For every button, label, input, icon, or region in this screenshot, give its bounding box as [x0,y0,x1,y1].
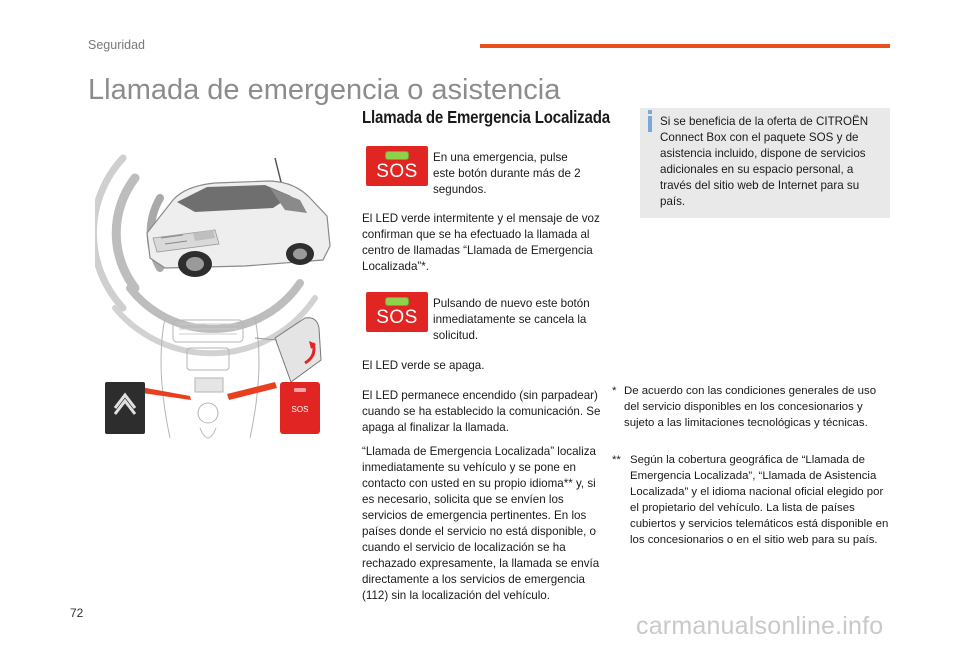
sos-led [385,151,409,160]
page-number: 72 [70,606,84,620]
watermark: carmanualsonline.info [636,612,884,640]
section-label: Seguridad [88,38,145,52]
service-description: “Llamada de Emergencia Localizada” localiza inmediatamente su vehículo y se pone en contacto con usted en su propio idioma** y, si es necesario, solicita que se envíen los servicios de emergencia pertinentes. En los países donde el servicio no está disponible, o cuando el servicio de localización se ha rechazado expresamente, la llamada se envía directamente a los servicios de emergencia (112) sin la localización del vehículo. [362,444,600,602]
footnote-mark: ** [612,454,621,466]
led-blinking-text: El LED verde intermitente y el mensaje de voz confirman que se ha efectuado la llamada al centro de llamadas “Llamada de Emergencia Localizada”*. [362,211,600,273]
sos-button-label: SOS [376,307,418,328]
footnote-1 [612,383,892,431]
sos-button-label: SOS [376,161,418,182]
info-text: Si se beneficia de la oferta de CITROËN Connect Box con el paquete SOS y de asistencia incluido, dispone de servicios adicionales en su espacio personal, a través del sitio web de Internet para su país. [660,115,869,208]
footnote-2 [612,452,892,548]
footnote-text: Según la cobertura geográfica de “Llamada de Emergencia Localizada”, “Llamada de Asistencia Localizada” y el idioma nacional oficial elegido por el propietario del vehículo. La lista de países cubiertos y servicios telemáticos está disponible en los concesionarios o en el sitio web para su país. [630,454,889,546]
press-instruction: En una emergencia, pulse este botón durante más de 2 segundos. [433,150,581,196]
local-call-heading: Llamada de Emergencia Localizada [362,107,610,127]
led-fixed-text: El LED permanece encendido (sin parpadear) cuando se ha establecido la comunicación. Se apaga al finalizar la llamada. [362,388,601,434]
led-off-text: El LED verde se apaga. [362,358,485,372]
cancel-instruction: Pulsando de nuevo este botón inmediatamente se cancela la solicitud. [433,296,590,342]
sos-button-2 [366,292,428,332]
info-box [640,108,890,218]
page-title: Llamada de emergencia o asistencia [88,74,561,106]
car-sos-illustration [95,138,345,448]
footnote-mark: * [612,385,617,397]
section-accent-bar [480,44,890,48]
sos-led [385,297,409,306]
illustration-sos-label: SOS [291,405,309,414]
sos-button-1 [366,146,428,186]
footnote-text: De acuerdo con las condiciones generales de uso del servicio disponibles en los concesionarios y sujeto a las limitaciones tecnológicas y técnicas. [624,385,877,429]
